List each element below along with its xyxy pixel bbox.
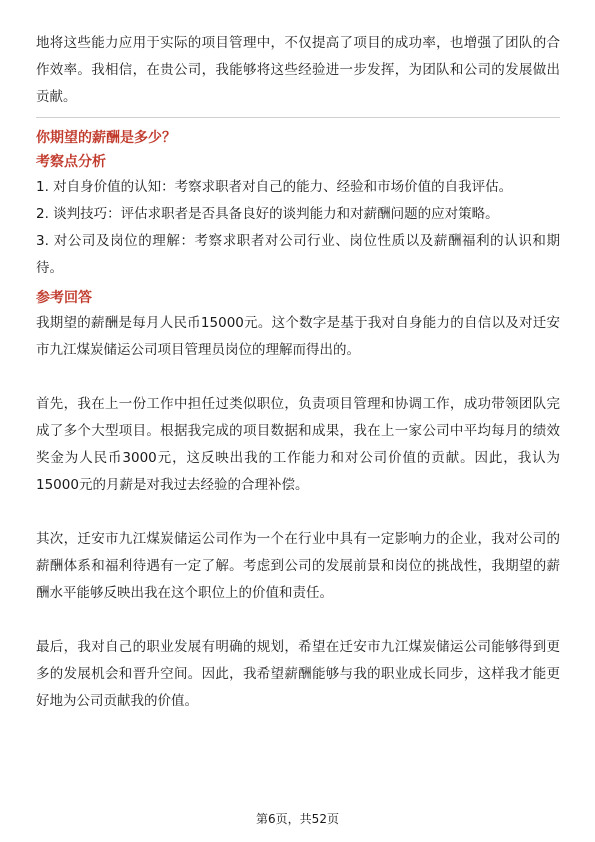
document-page — [36, 30, 560, 715]
answer-paragraph-1: 我期望的薪酬是每月人民币15000元。这个数字是基于我对自身能力的自信以及对迁安市九江煤炭储运公司项目管理员岗位的理解而得出的。 — [36, 315, 560, 358]
answer-paragraph-2: 首先，我在上一份工作中担任过类似职位，负责项目管理和协调工作，成功带领团队完成了多个大型项目。根据我完成的项目数据和成果，我在上一家公司中平均每月的绩效奖金为人民币3000元，这反映出我的工作能力和对公司价值的贡献。因此，我认为15000元的月薪是对我过去经验的合理补偿。 — [36, 396, 560, 493]
section-divider — [36, 117, 560, 118]
paragraph-spacer — [36, 499, 560, 526]
analysis-item-3: 3. 对公司及岗位的理解：考察求职者对公司行业、岗位性质以及薪酬福利的认识和期待。 — [36, 233, 560, 276]
analysis-item-2: 2. 谈判技巧：评估求职者是否具备良好的谈判能力和对薪酬问题的应对策略。 — [36, 206, 499, 222]
question-heading: 你期望的薪酬是多少？ — [36, 130, 176, 146]
page-number: 第6页，共52页 — [256, 812, 339, 826]
analysis-list — [36, 174, 560, 282]
paragraph-spacer — [36, 607, 560, 634]
analysis-item-1: 1. 对自身价值的认知：考察求职者对自己的能力、经验和市场价值的自我评估。 — [36, 179, 513, 195]
answer-title: 参考回答 — [36, 290, 92, 306]
intro-paragraph: 地将这些能力应用于实际的项目管理中，不仅提高了项目的成功率，也增强了团队的合作效率。我相信，在贵公司，我能够将这些经验进一步发挥，为团队和公司的发展做出贡献。 — [36, 35, 560, 105]
answer-paragraph-4: 最后，我对自己的职业发展有明确的规划，希望在迁安市九江煤炭储运公司能够得到更多的发展机会和晋升空间。因此，我希望薪酬能够与我的职业成长同步，这样我才能更好地为公司贡献我的价值。 — [36, 639, 560, 709]
paragraph-spacer — [36, 364, 560, 391]
analysis-title: 考察点分析 — [36, 154, 106, 170]
answer-paragraph-3: 其次，迁安市九江煤炭储运公司作为一个在行业中具有一定影响力的企业，我对公司的薪酬体系和福利待遇有一定了解。考虑到公司的发展前景和岗位的挑战性，我期望的薪酬水平能够反映出我在这个职位上的价值和责任。 — [36, 531, 560, 601]
